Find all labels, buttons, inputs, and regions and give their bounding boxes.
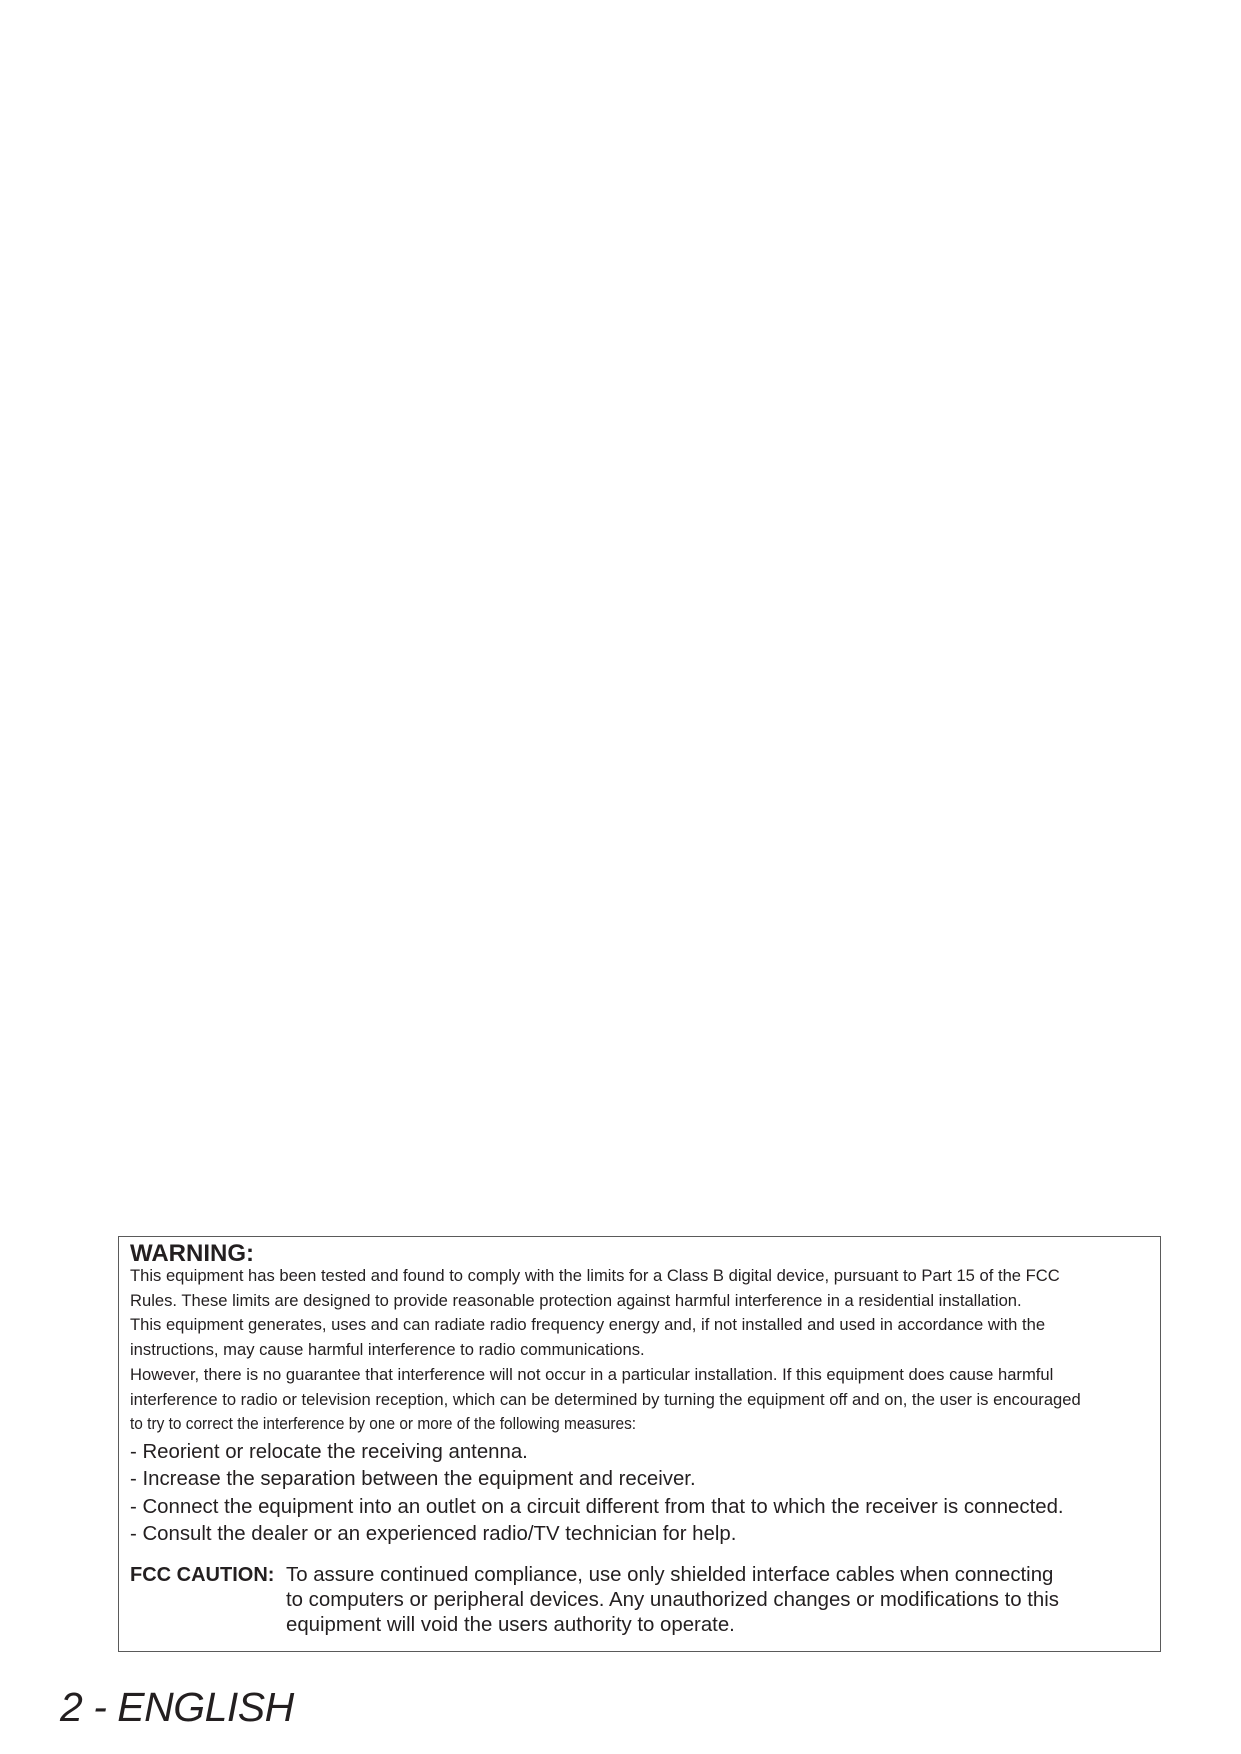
warning-paragraph-line: instructions, may cause harmful interference to radio communications. [130,1340,645,1359]
measure-item: - Reorient or relocate the receiving antenna. [130,1441,528,1463]
warning-paragraph-line: Rules. These limits are designed to provide reasonable protection against harmful interference in a residential installation. [130,1291,1022,1310]
warning-paragraph-line: This equipment has been tested and found to comply with the limits for a Class B digital device, pursuant to Part 15 of the FCC [130,1266,1060,1285]
warning-paragraph-line: This equipment generates, uses and can radiate radio frequency energy and, if not installed and used in accordance with the [130,1315,1046,1334]
warning-paragraph-line: to try to correct the interference by one or more of the following measures: [130,1414,637,1433]
fcc-caution-line: to computers or peripheral devices. Any unauthorized changes or modifications to this [286,1589,1060,1611]
warning-paragraph-line: However, there is no guarantee that interference will not occur in a particular installation. If this equipment does cause harmful [130,1365,1054,1384]
page-footer-label: 2 - ENGLISH [60,1684,294,1730]
fcc-caution-line: To assure continued compliance, use only shielded interface cables when connecting [286,1564,1054,1586]
fcc-caution-line: equipment will void the users authority to operate. [286,1614,735,1636]
fcc-caution-label: FCC CAUTION: [130,1564,275,1586]
measure-item: - Increase the separation between the equipment and receiver. [130,1468,696,1490]
warning-paragraph-line: interference to radio or television reception, which can be determined by turning the equipment off and on, the user is encouraged [130,1390,1081,1409]
warning-title: WARNING: [130,1240,254,1267]
measure-item: - Consult the dealer or an experienced radio/TV technician for help. [130,1523,737,1545]
measure-item: - Connect the equipment into an outlet on a circuit different from that to which the receiver is connected. [130,1496,1064,1518]
